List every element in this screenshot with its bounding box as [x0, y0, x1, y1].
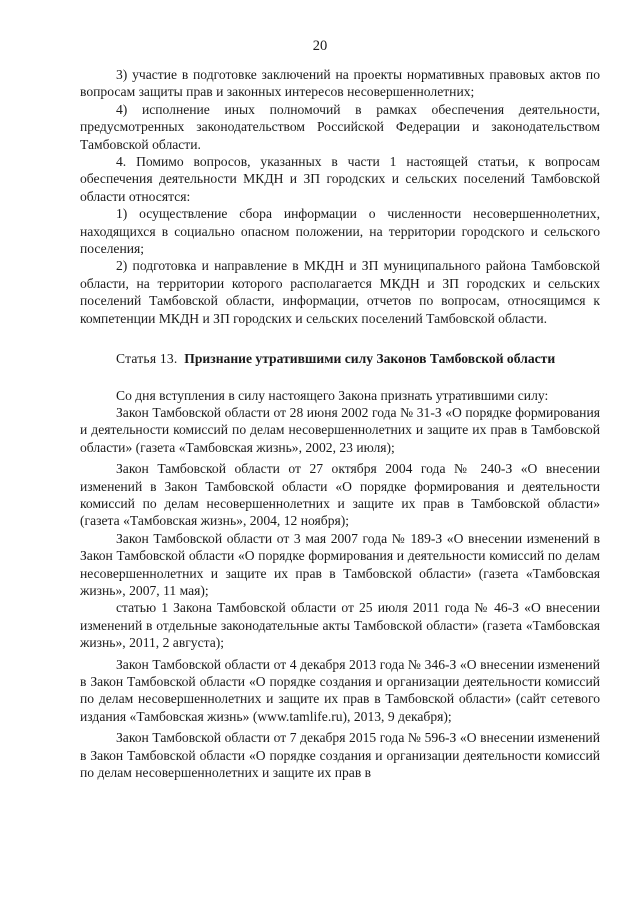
- paragraph: Закон Тамбовской области от 28 июня 2002 года № 31-З «О порядке формирования и деятельности комиссий по делам несовершеннолетних и защите их прав в Тамбовской области» (газета «Тамбовская жизнь», 2002, 23 июля);: [80, 404, 600, 455]
- paragraph: 2) подготовка и направление в МКДН и ЗП муниципального района Тамбовской области, на территории которого располагается МКДН и ЗП городских и сельских поселений Тамбовской области, информации, отчетов по вопросам, относящимся к компетенции МКДН и ЗП городских и сельских поселений Тамбовской области.: [80, 258, 600, 326]
- paragraph: Закон Тамбовской области от 27 октября 2004 года № 240-З «О внесении изменений в Закон Тамбовской области «О порядке формирования и деятельности комиссий по делам несовершеннолетних и защите их прав в Тамбовской области» (газета «Тамбовская жизнь», 2004, 12 ноября);: [80, 461, 600, 529]
- paragraph: Закон Тамбовской области от 4 декабря 2013 года № 346-З «О внесении изменений в Закон Тамбовской области «О порядке создания и организации деятельности комиссий по делам несовершеннолетних и защите их прав в Тамбовской области» (сайт сетевого издания «Тамбовская жизнь» (www.tamlife.ru), 2013, 9 декабря);: [80, 656, 600, 724]
- article-title: Признание утратившими силу Законов Тамбовской области: [184, 351, 556, 367]
- page-number: 20: [312, 38, 328, 54]
- paragraph: 4) исполнение иных полномочий в рамках обеспечения деятельности, предусмотренных законодательством Российской Федерации и законодательством Тамбовской области.: [80, 101, 600, 152]
- paragraph: 1) осуществление сбора информации о численности несовершеннолетних, находящихся в социально опасном положении, на территории городского и сельского поселения;: [80, 206, 600, 257]
- paragraph: Закон Тамбовской области от 3 мая 2007 года № 189-З «О внесении изменений в Закон Тамбовской области «О порядке формирования и деятельности комиссий по делам несовершеннолетних и защите их прав в Тамбовской области» (газета «Тамбовская жизнь», 2007, 11 мая);: [80, 530, 600, 598]
- paragraph: Со дня вступления в силу настоящего Закона признать утратившими силу:: [116, 387, 549, 403]
- paragraph: Закон Тамбовской области от 7 декабря 2015 года № 596-З «О внесении изменений в Закон Тамбовской области «О порядке создания и организации деятельности комиссий по делам несовершеннолетних и защите их прав в: [80, 730, 600, 781]
- paragraph: 3) участие в подготовке заключений на проекты нормативных правовых актов по вопросам защиты прав и законных интересов несовершеннолетних;: [80, 67, 600, 100]
- article-number: Статья 13.: [116, 351, 178, 367]
- article-heading: [80, 350, 600, 367]
- paragraph: статью 1 Закона Тамбовской области от 25 июля 2011 года № 46-З «О внесении изменений в отдельные законодательные акты Тамбовской области» (газета «Тамбовская жизнь», 2011, 2 августа);: [80, 600, 600, 651]
- paragraph: 4. Помимо вопросов, указанных в части 1 настоящей статьи, к вопросам обеспечения деятельности МКДН и ЗП городских и сельских поселений Тамбовской области относятся:: [80, 154, 600, 204]
- document-body: [80, 66, 600, 781]
